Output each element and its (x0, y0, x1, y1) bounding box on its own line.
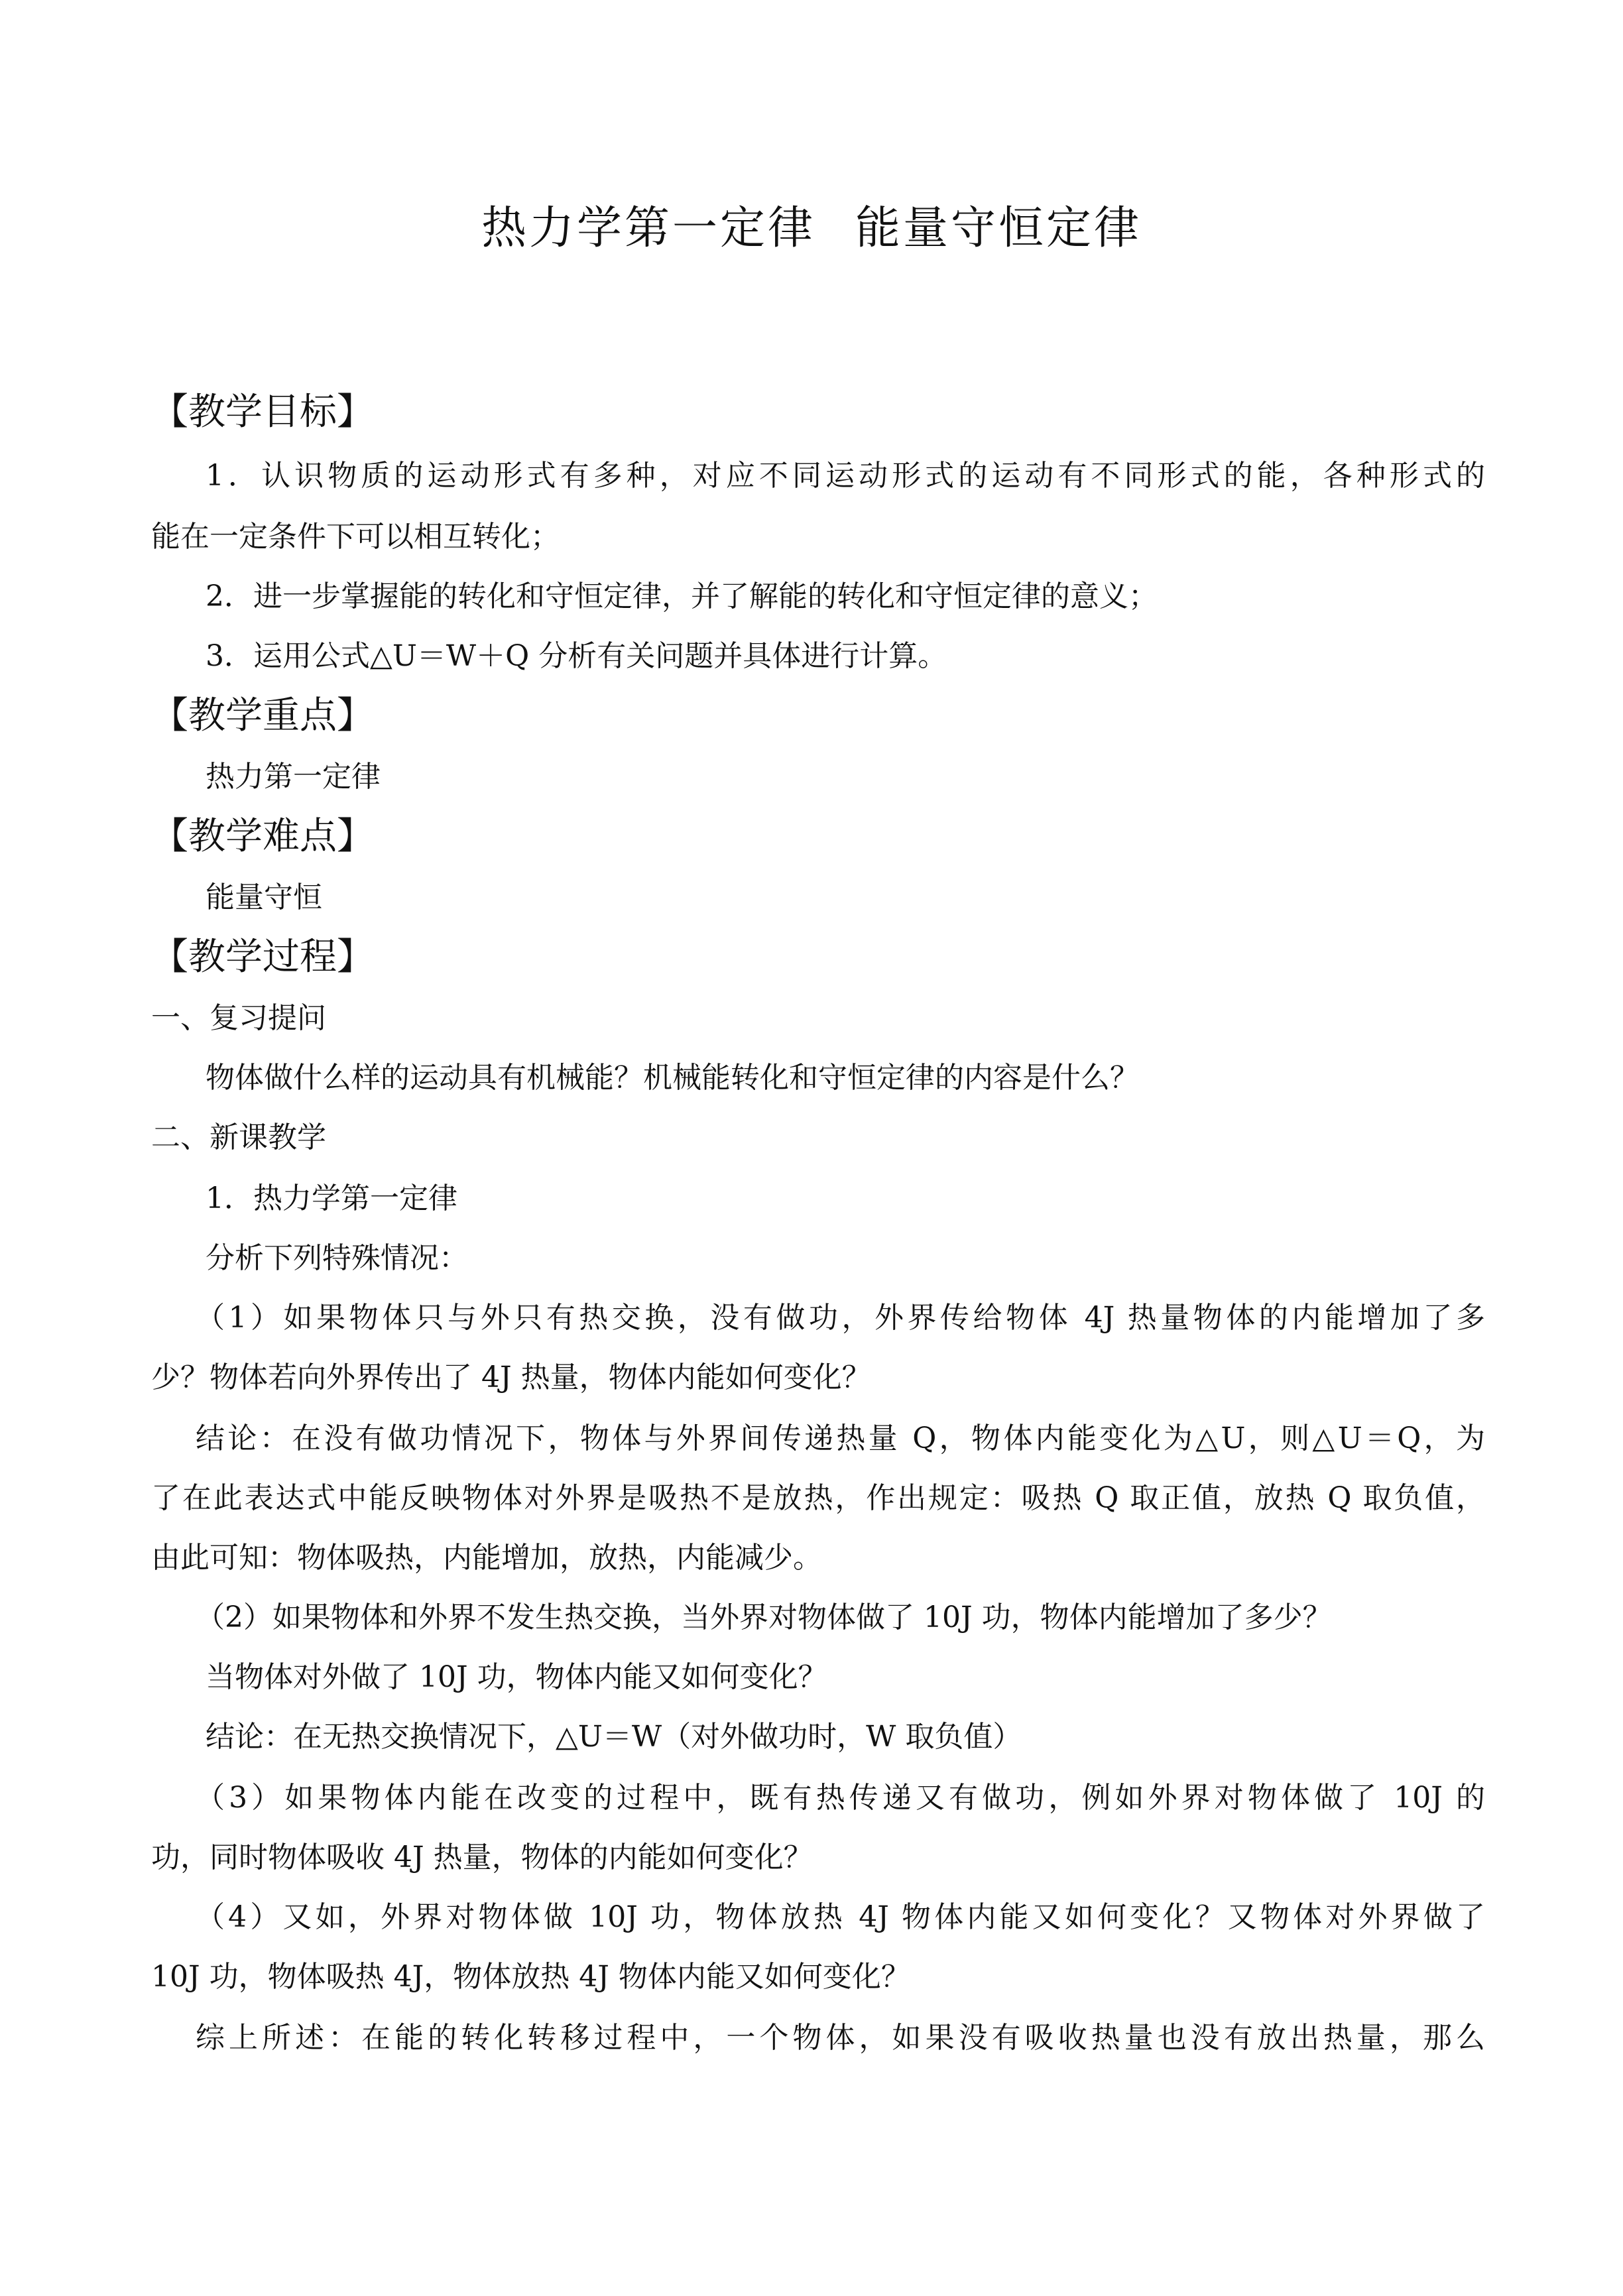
case-4-line-2: 10J 功，物体吸热 4J，物体放热 4J 物体内能又如何变化？ (151, 1960, 910, 1994)
part-2-title: 二、新课教学 (151, 1120, 326, 1154)
part-1-title: 一、复习提问 (151, 1001, 326, 1035)
objective-1-line-1: 1．认识物质的运动形式有多种，对应不同运动形式的运动有不同形式的能，各种形式的 (206, 459, 1485, 493)
summary-line-1: 综上所述：在能的转化转移过程中，一个物体，如果没有吸收热量也没有放出热量，那么 (196, 2021, 1485, 2055)
case-3-line-1: （3）如果物体内能在改变的过程中，既有热传递又有做功，例如外界对物体做了 10J 的 (196, 1781, 1485, 1815)
title-part-1: 热力学第一定律 (481, 202, 815, 255)
conclusion-1-line-3: 由此可知：物体吸热，内能增加，放热，内能减少。 (151, 1541, 822, 1575)
part-1-text: 物体做什么样的运动具有机械能？机械能转化和守恒定律的内容是什么？ (206, 1061, 1139, 1095)
conclusion-2: 结论：在无热交换情况下，△U＝W（对外做功时，W 取负值） (206, 1720, 1022, 1754)
key-points-text: 热力第一定律 (206, 760, 381, 794)
case-2-line-1: （2）如果物体和外界不发生热交换，当外界对物体做了 10J 功，物体内能增加了多少？ (196, 1601, 1332, 1634)
case-1-line-1: （1）如果物体只与外只有热交换，没有做功，外界传给物体 4J 热量物体的内能增加了多 (196, 1301, 1485, 1335)
case-4-line-1: （4）又如，外界对物体做 10J 功，物体放热 4J 物体内能又如何变化？又物体对外界做了 (196, 1900, 1485, 1934)
difficulties-text: 能量守恒 (206, 880, 322, 914)
process-heading: 【教学过程】 (151, 936, 374, 979)
key-points-heading: 【教学重点】 (151, 694, 374, 737)
case-2-line-2: 当物体对外做了 10J 功，物体内能又如何变化？ (206, 1660, 827, 1694)
difficulties-heading: 【教学难点】 (151, 815, 374, 858)
document-title (0, 199, 1623, 259)
subsection-1-title: 1．热力学第一定律 (206, 1181, 457, 1215)
title-part-2: 能量守恒定律 (855, 202, 1142, 255)
objectives-heading: 【教学目标】 (151, 391, 374, 434)
objective-1-line-2: 能在一定条件下可以相互转化； (151, 520, 560, 554)
conclusion-1-line-2: 了在此表达式中能反映物体对外界是吸热不是放热，作出规定：吸热 Q 取正值，放热 Q 取负值， (151, 1481, 1485, 1515)
objective-2: 2．进一步掌握能的转化和守恒定律，并了解能的转化和守恒定律的意义； (206, 579, 1158, 613)
analyze-intro: 分析下列特殊情况： (206, 1241, 468, 1275)
case-1-line-2: 少？物体若向外界传出了 4J 热量，物体内能如何变化？ (151, 1360, 871, 1394)
case-3-line-2: 功，同时物体吸收 4J 热量，物体的内能如何变化？ (151, 1841, 813, 1874)
objective-3: 3．运用公式△U＝W＋Q 分析有关问题并具体进行计算。 (206, 639, 947, 673)
conclusion-1-line-1: 结论：在没有做功情况下，物体与外界间传递热量 Q，物体内能变化为△U，则△U＝Q，为 (196, 1421, 1485, 1455)
